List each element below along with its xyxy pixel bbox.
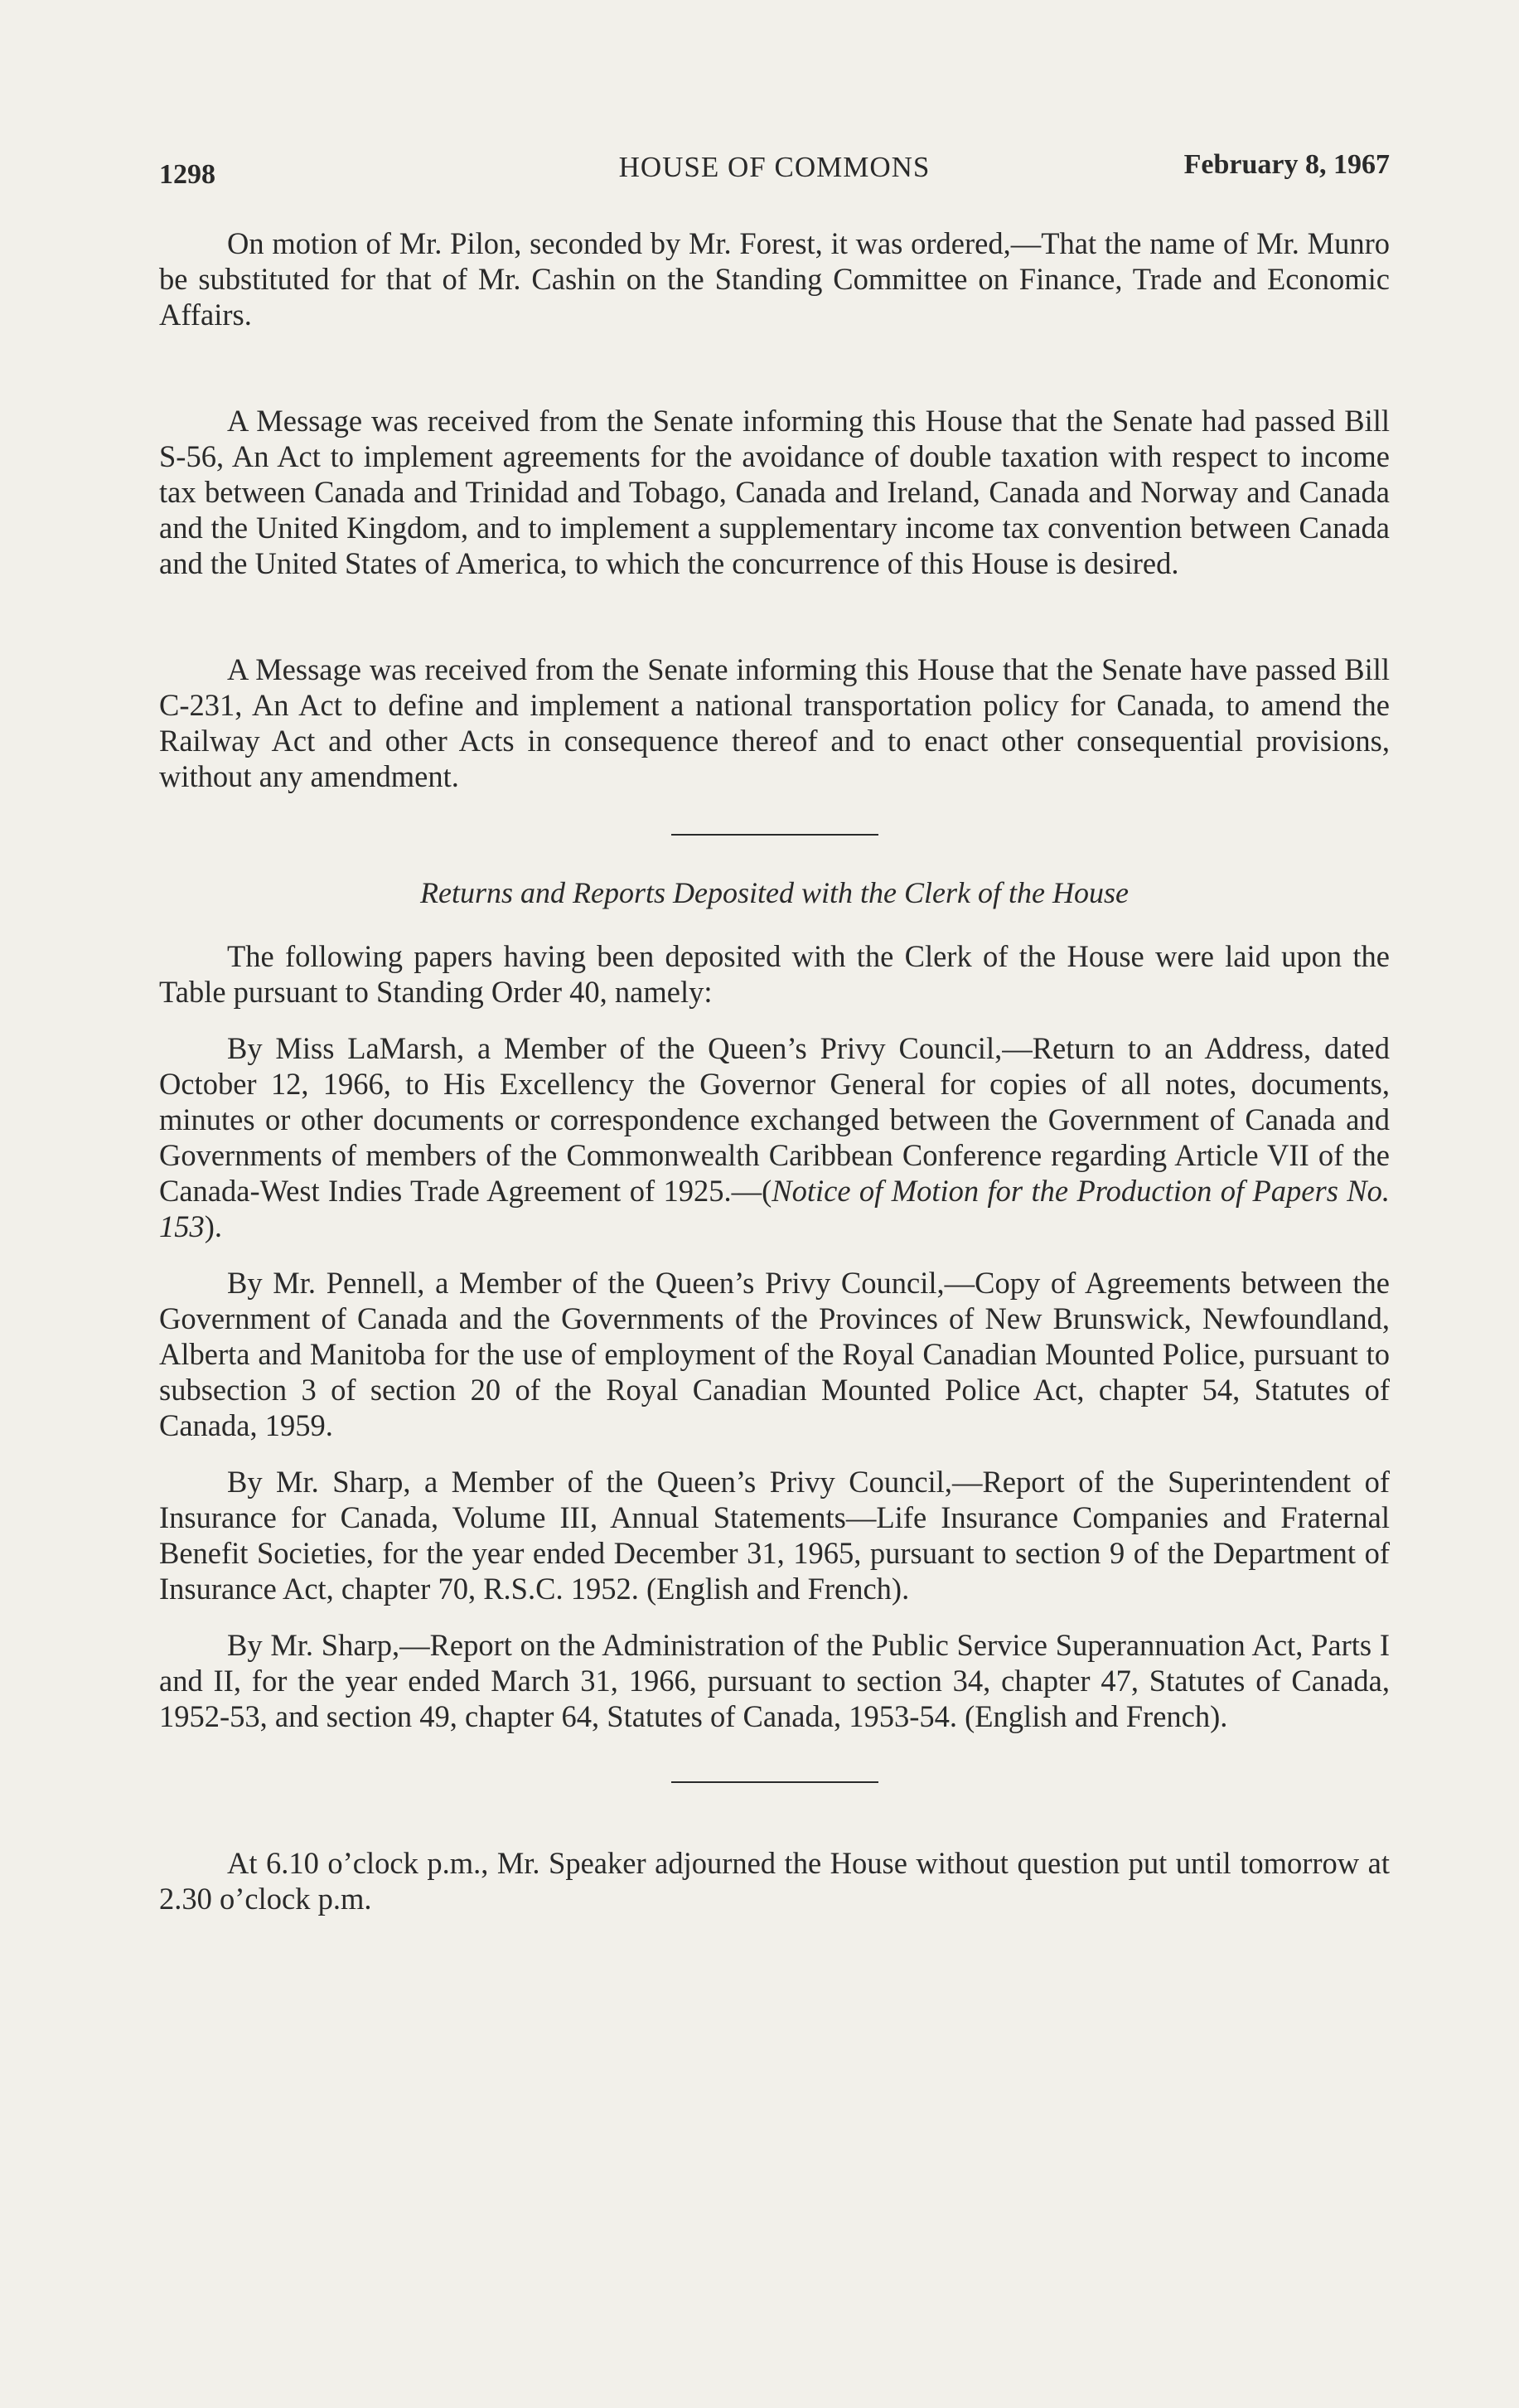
- page-header: [159, 124, 1390, 190]
- page-date: February 8, 1967: [1183, 149, 1390, 180]
- senate-message-c231: A Message was received from the Senate informing this House that the Senate have passed Bill C-231, An Act to define and implement a national transportation policy for Canada, to amend the Railway Act and other Acts in consequence thereof and to enact other consequential provisions, without any amendment.: [159, 652, 1390, 793]
- section-heading: Returns and Reports Deposited with the Clerk of the House: [420, 876, 1129, 909]
- page-title: HOUSE OF COMMONS: [618, 151, 931, 183]
- motion-paragraph: On motion of Mr. Pilon, seconded by Mr. Forest, it was ordered,—That the name of Mr. Munro be substituted for that of Mr. Cashin on the Standing Committee on Finance, Trade and Economic Affairs.: [159, 226, 1390, 332]
- return-sharp-superannuation: By Mr. Sharp,—Report on the Administration of the Public Service Superannuation Act, Parts I and II, for the year ended March 31, 1966, pursuant to section 34, chapter 47, Statutes of Canada, 1952-53, and section 49, chapter 64, Statutes of Canada, 1953-54. (English and French).: [159, 1628, 1390, 1733]
- return-sharp-insurance: By Mr. Sharp, a Member of the Queen’s Privy Council,—Report of the Superintendent of Insurance for Canada, Volume III, Annual Statements—Life Insurance Companies and Fraternal Benefit Societies, for the year ended December 31, 1965, pursuant to section 9 of the Department of Insurance Act, chapter 70, R.S.C. 1952. (English and French).: [159, 1465, 1390, 1606]
- return-lamarsh: [159, 1030, 1390, 1244]
- return-lamarsh-notice: Notice of Motion for the Production of Papers No. 153: [159, 1174, 1390, 1243]
- return-pennell: By Mr. Pennell, a Member of the Queen’s Privy Council,—Copy of Agreements between the Government of Canada and the Governments of the Provinces of New Brunswick, Newfoundland, Alberta and Manitoba for the use of employment of the Royal Canadian Mounted Police, pursuant to subsection 3 of section 20 of the Royal Canadian Mounted Police Act, chapter 54, Statutes of Canada, 1959.: [159, 1266, 1390, 1442]
- return-lamarsh-close: ).: [204, 1209, 223, 1243]
- closing-divider: [671, 1781, 878, 1783]
- senate-message-s56: A Message was received from the Senate informing this House that the Senate had passed Bill S-56, An Act to implement agreements for the avoidance of double taxation with respect to income tax between Canada and Trinidad and Tobago, Canada and Ireland, Canada and Norway and Canada and the United Kingdom, and to implement a supplementary income tax convention between Canada and the United States of America, to which the concurrence of this House is desired.: [159, 404, 1390, 580]
- section-divider: [671, 834, 878, 836]
- page-number: 1298: [159, 159, 215, 190]
- return-lamarsh-text: By Miss LaMarsh, a Member of the Queen’s Privy Council,—Return to an Address, dated October 12, 1966, to His Excellency the Governor General for copies of all notes, documents, minutes or other documents or correspondence exchanged between the Government of Canada and Governments of members of the Commonwealth Caribbean Conference regarding Article VII of the Canada-West Indies Trade Agreement of 1925.—(: [159, 1031, 1390, 1208]
- document-page: [159, 124, 1390, 1916]
- returns-intro: The following papers having been deposited with the Clerk of the House were laid upon the Table pursuant to Standing Order 40, namely:: [159, 939, 1390, 1009]
- adjournment-paragraph: At 6.10 o’clock p.m., Mr. Speaker adjourned the House without question put until tomorrow at 2.30 o’clock p.m.: [159, 1846, 1390, 1916]
